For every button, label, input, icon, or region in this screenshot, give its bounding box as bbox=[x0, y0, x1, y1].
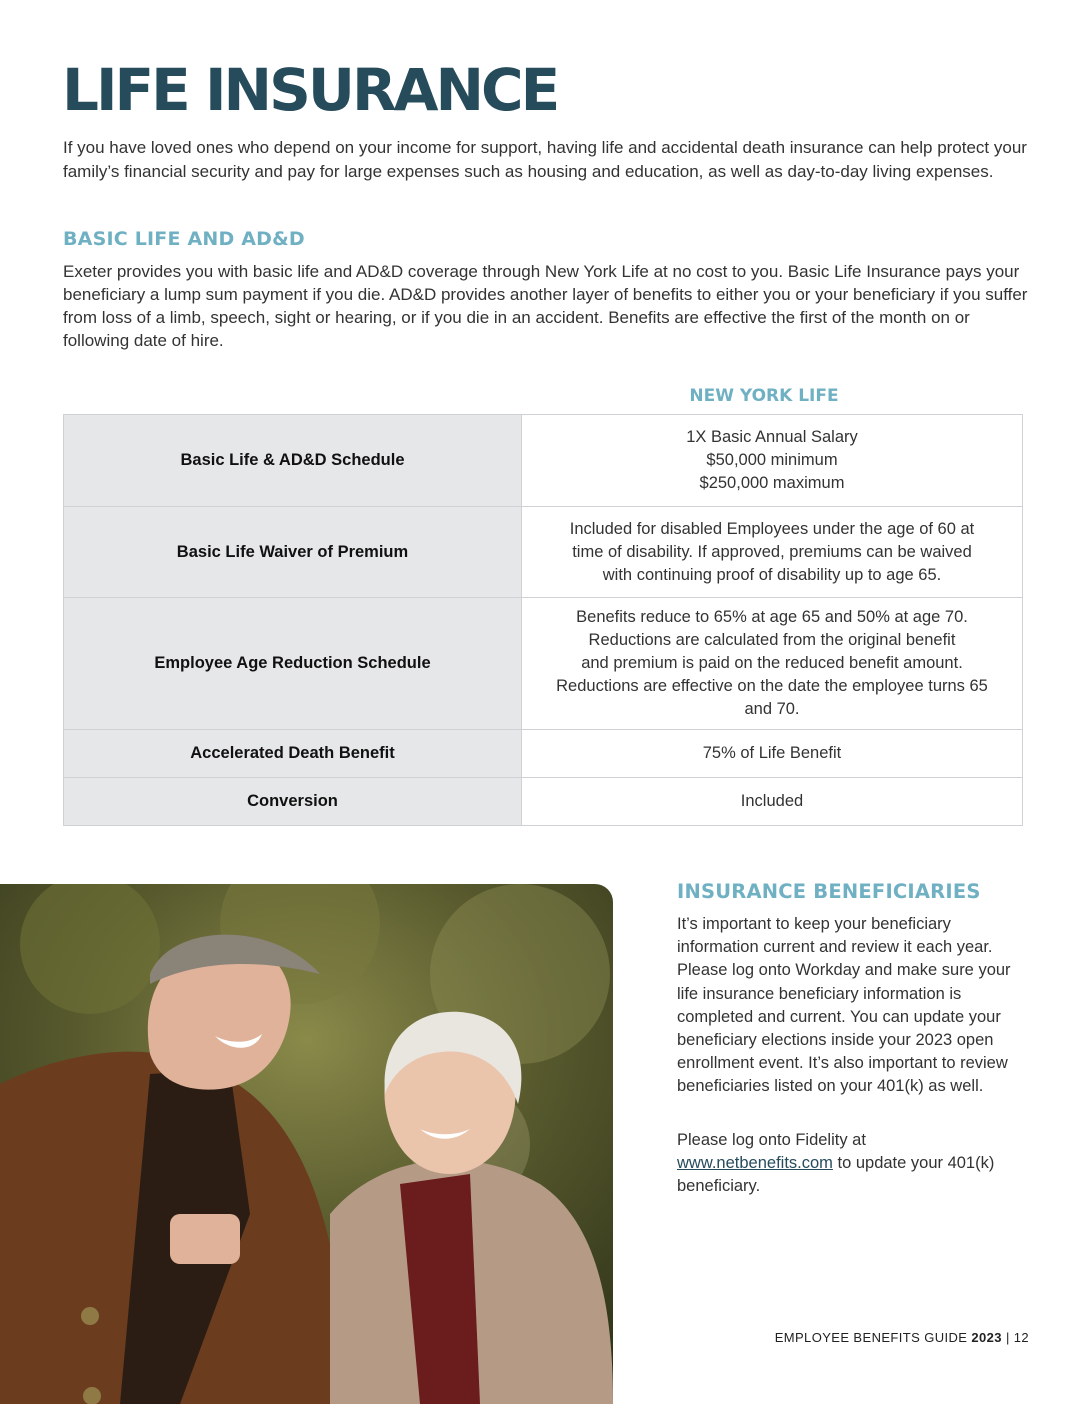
value-line: 1X Basic Annual Salary bbox=[686, 428, 858, 446]
value-line: Reductions are effective on the date the employee turns 65 bbox=[556, 677, 988, 695]
value-line: 75% of Life Benefit bbox=[702, 744, 842, 762]
basic-life-heading: BASIC LIFE AND AD&D bbox=[63, 228, 305, 250]
row-label: Accelerated Death Benefit bbox=[64, 730, 522, 778]
footer-separator: | bbox=[1005, 1330, 1010, 1345]
beneficiaries-heading: INSURANCE BENEFICIARIES bbox=[677, 880, 981, 903]
page-footer bbox=[775, 1330, 1029, 1345]
row-value bbox=[522, 778, 1023, 826]
value-line: Included for disabled Employees under the age of 60 at bbox=[569, 519, 975, 538]
table-row bbox=[64, 415, 1023, 507]
fidelity-suffix: to update your 401(k) beneficiary. bbox=[677, 1154, 995, 1196]
value-line: Reductions are calculated from the original benefit bbox=[588, 631, 956, 649]
value-line: and premium is paid on the reduced benefit amount. bbox=[581, 654, 963, 672]
value-line: with continuing proof of disability up to age 65. bbox=[602, 565, 942, 584]
table-row bbox=[64, 730, 1023, 778]
footer-year: 2023 bbox=[971, 1330, 1002, 1345]
provider-column-header: NEW YORK LIFE bbox=[689, 386, 839, 406]
value-line: Benefits reduce to 65% at age 65 and 50% at age 70. bbox=[576, 608, 968, 626]
fidelity-paragraph bbox=[677, 1129, 1027, 1199]
table-row bbox=[64, 598, 1023, 730]
beneficiaries-paragraph: It’s important to keep your beneficiary information current and review it each year. Please log onto Workday and make sure your life insurance beneficiary information is completed and current. You can update your beneficiary elections inside your 2023 open enrollment event. It’s also important to review beneficiaries listed on your 401(k) as well. bbox=[677, 915, 1011, 1096]
footer-page-number: 12 bbox=[1013, 1330, 1029, 1345]
row-label: Basic Life & AD&D Schedule bbox=[64, 415, 522, 507]
row-label: Employee Age Reduction Schedule bbox=[64, 598, 522, 730]
value-line: time of disability. If approved, premiums can be waived bbox=[572, 542, 972, 561]
row-label: Conversion bbox=[64, 778, 522, 826]
row-value bbox=[522, 730, 1023, 778]
row-label: Basic Life Waiver of Premium bbox=[64, 507, 522, 598]
table-row bbox=[64, 778, 1023, 826]
value-line: and 70. bbox=[744, 700, 800, 718]
couple-photo bbox=[0, 884, 613, 1404]
fidelity-prefix: Please log onto Fidelity at bbox=[677, 1131, 866, 1149]
row-value bbox=[522, 507, 1023, 598]
intro-paragraph: If you have loved ones who depend on your income for support, having life and accidental death insurance can help protect your family’s financial security and pay for large expenses such as housing and education, as well as day-to-day living expenses. bbox=[63, 138, 1027, 181]
row-value bbox=[522, 598, 1023, 730]
value-line: Included bbox=[740, 792, 804, 810]
netbenefits-link[interactable]: www.netbenefits.com bbox=[677, 1154, 833, 1173]
value-line: $250,000 maximum bbox=[699, 474, 845, 492]
table-row bbox=[64, 507, 1023, 598]
page-title: LIFE INSURANCE bbox=[62, 56, 558, 124]
value-line: $50,000 minimum bbox=[706, 451, 838, 469]
coverage-table bbox=[63, 414, 1023, 826]
footer-guide-title: EMPLOYEE BENEFITS GUIDE bbox=[774, 1330, 968, 1345]
basic-life-paragraph: Exeter provides you with basic life and AD&D coverage through New York Life at no cost to you. Basic Life Insurance pays your beneficiary a lump sum payment if you die. AD&D provides another layer of benefits to either you or your beneficiary if you suffer from loss of a limb, speech, sight or hearing, or if you die in an accident. Benefits are effective the first of the month on or following date of hire. bbox=[63, 262, 1028, 350]
row-value bbox=[522, 415, 1023, 507]
